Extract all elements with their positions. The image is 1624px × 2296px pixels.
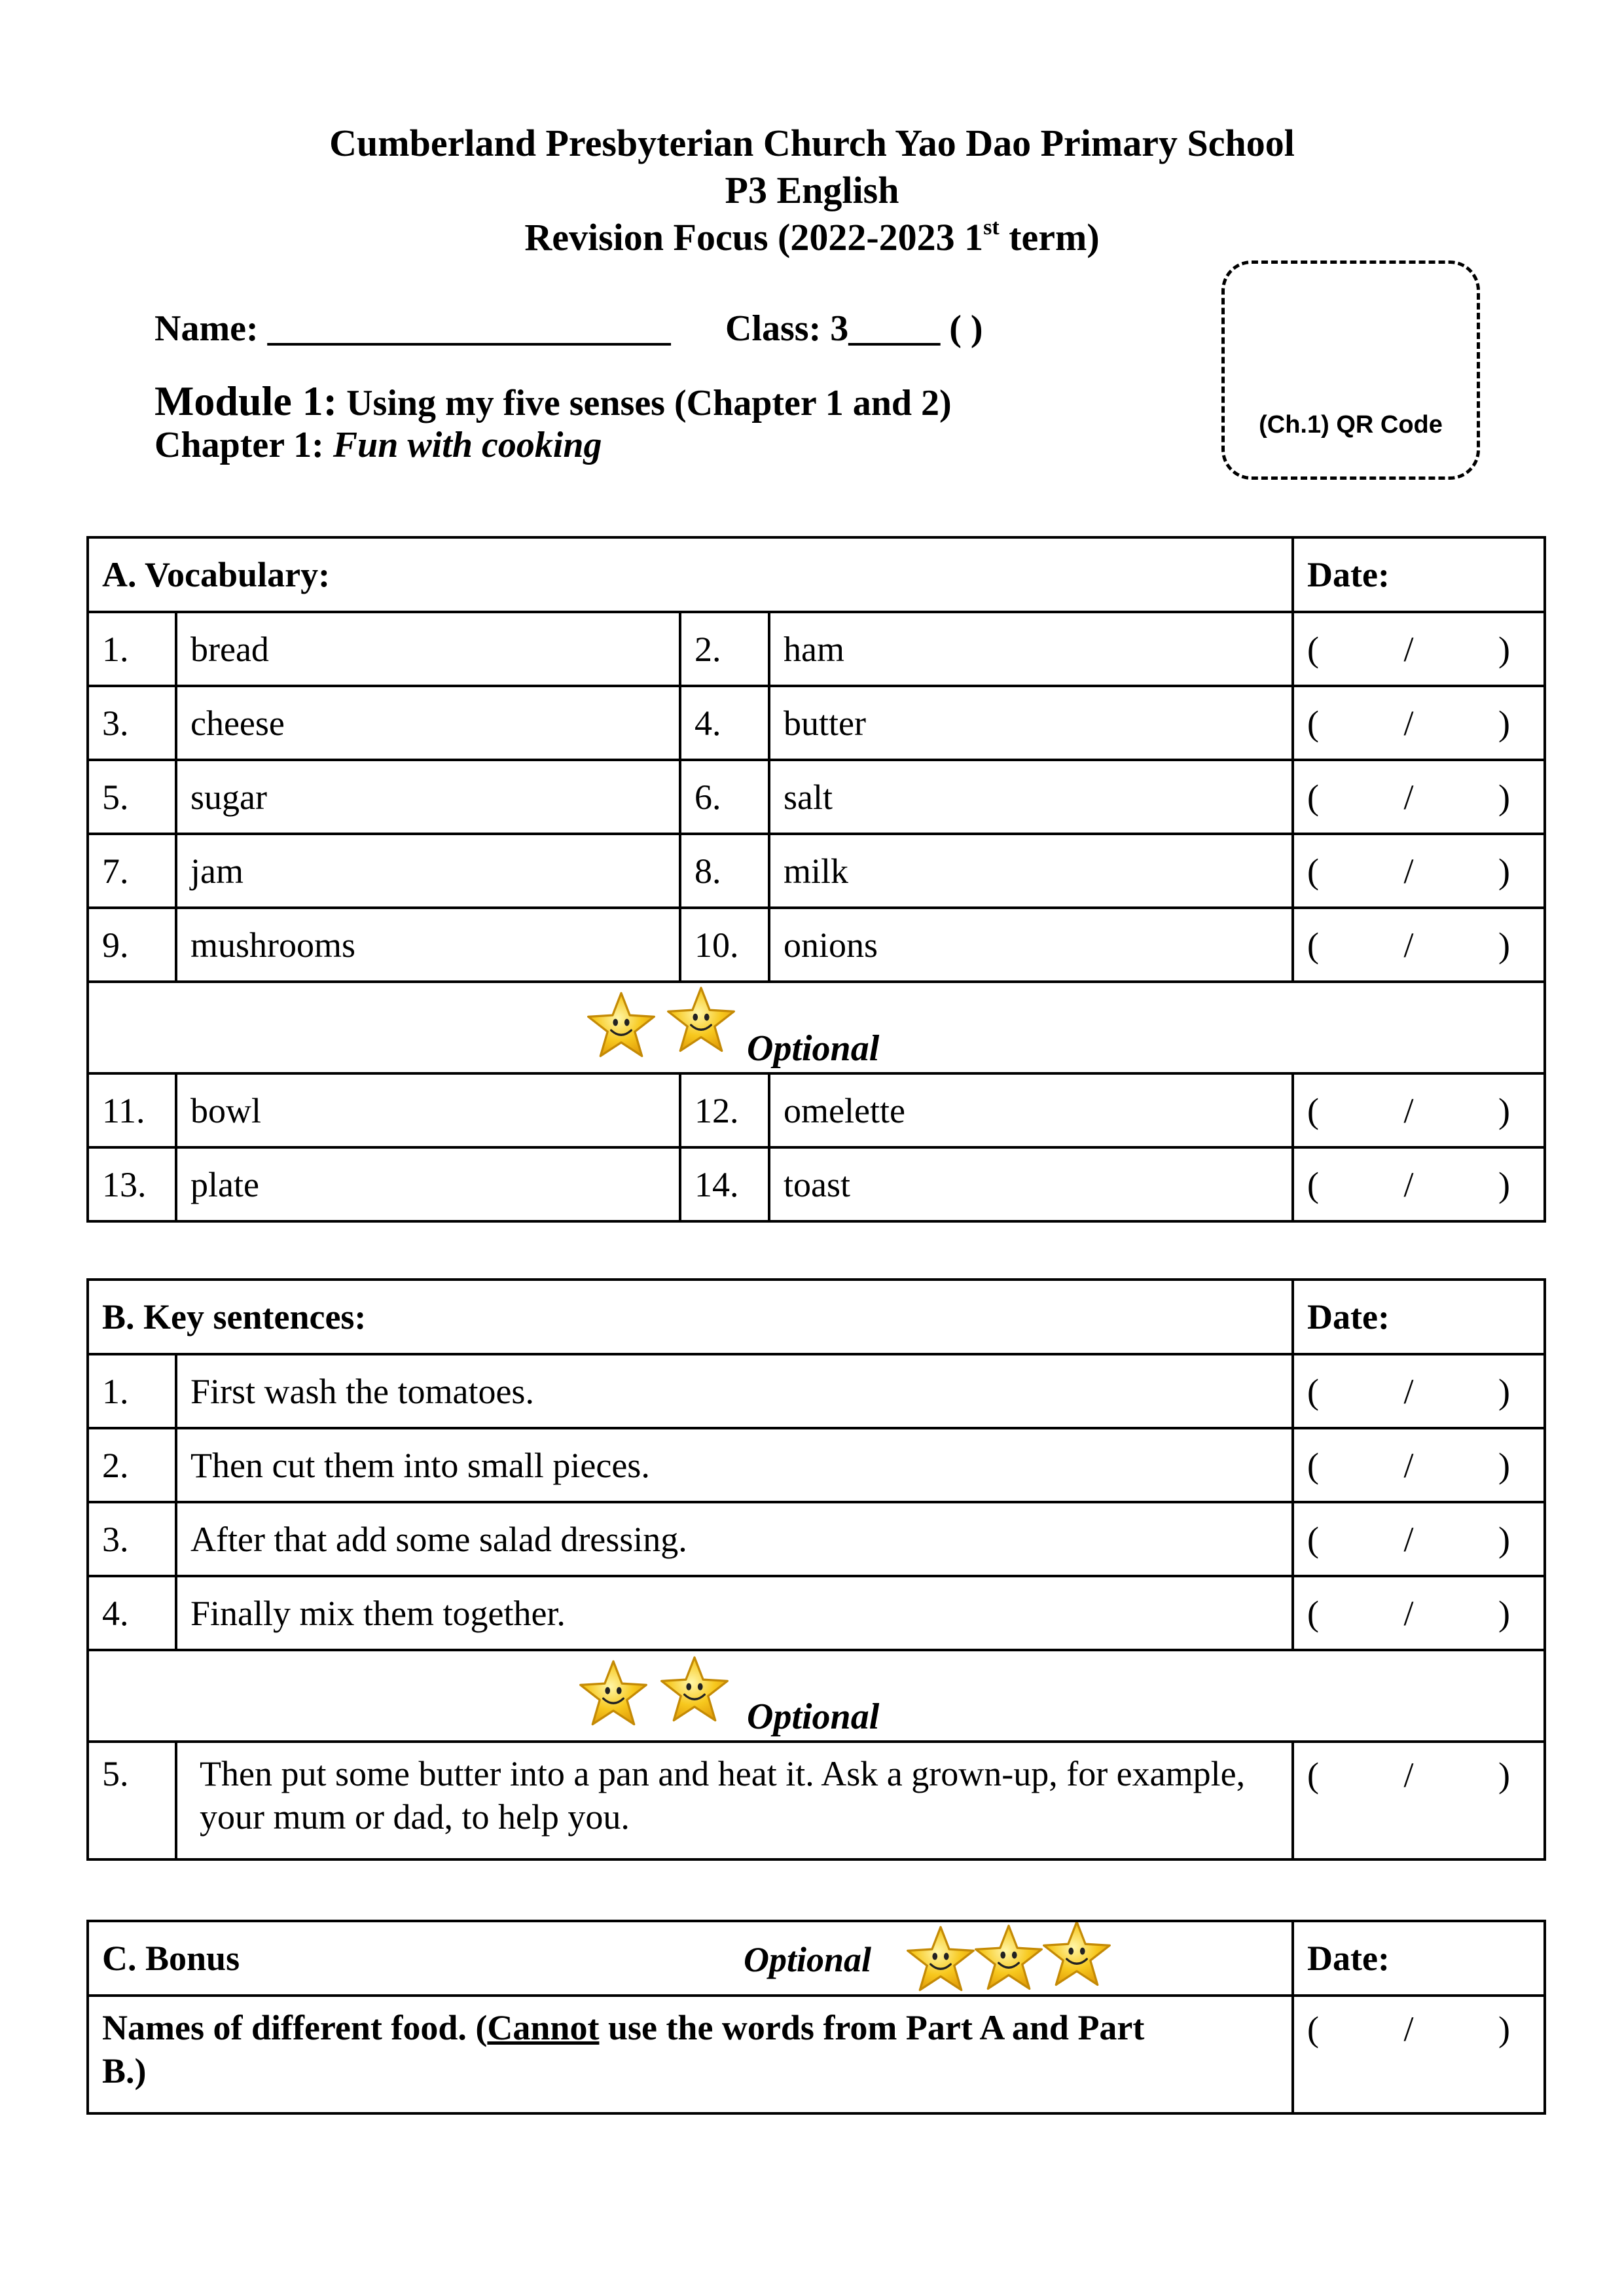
item-number: 1. — [88, 1354, 176, 1428]
date-cell[interactable]: ( / ) — [1293, 834, 1545, 908]
item-number: 12. — [680, 1073, 769, 1147]
key-sentences-table — [86, 1278, 1546, 1861]
subject-title: P3 English — [725, 169, 899, 211]
date-cell[interactable]: ( / ) — [1293, 1147, 1545, 1221]
vocabulary-title: A. Vocabulary: — [88, 537, 1293, 612]
table-row — [88, 1354, 1545, 1428]
date-cell[interactable]: ( / ) — [1293, 1502, 1545, 1576]
date-cell[interactable]: ( / ) — [1293, 686, 1545, 760]
date-cell[interactable]: ( / ) — [1293, 1742, 1545, 1859]
vocab-word: sugar — [176, 760, 680, 834]
key-sentence: Then cut them into small pieces. — [176, 1428, 1293, 1502]
item-number: 11. — [88, 1073, 176, 1147]
key-sentences-title: B. Key sentences: — [88, 1280, 1293, 1354]
date-cell[interactable]: ( / ) — [1293, 1996, 1545, 2113]
item-number: 1. — [88, 612, 176, 686]
item-number: 2. — [680, 612, 769, 686]
table-header-row — [88, 537, 1545, 612]
key-sentence: Finally mix them together. — [176, 1576, 1293, 1650]
qr-code-placeholder — [1221, 260, 1480, 480]
item-number: 2. — [88, 1428, 176, 1502]
item-number: 5. — [88, 1742, 176, 1859]
date-cell[interactable]: ( / ) — [1293, 1576, 1545, 1650]
chapter-heading: Chapter 1: Fun with cooking — [154, 425, 602, 465]
star-icon — [659, 1655, 731, 1724]
date-cell[interactable]: ( / ) — [1293, 612, 1545, 686]
item-number: 13. — [88, 1147, 176, 1221]
star-icon — [665, 986, 737, 1054]
optional-label: Optional — [744, 1940, 872, 1979]
table-row — [88, 908, 1545, 982]
optional-divider-row — [88, 1650, 1545, 1742]
star-icon — [1041, 1921, 1113, 1988]
vocab-word: salt — [769, 760, 1293, 834]
table-row — [88, 1428, 1545, 1502]
item-number: 10. — [680, 908, 769, 982]
item-number: 4. — [680, 686, 769, 760]
item-number: 4. — [88, 1576, 176, 1650]
table-row — [88, 1073, 1545, 1147]
star-icon — [905, 1925, 977, 1994]
vocab-word: butter — [769, 686, 1293, 760]
table-header-row — [88, 1280, 1545, 1354]
table-row — [88, 1147, 1545, 1221]
vocab-word: mushrooms — [176, 908, 680, 982]
star-icon — [577, 1659, 649, 1728]
item-number: 8. — [680, 834, 769, 908]
date-cell[interactable]: ( / ) — [1293, 1428, 1545, 1502]
optional-label: Optional — [747, 1696, 880, 1737]
bonus-title: C. Bonus — [102, 1939, 240, 1978]
date-cell[interactable]: ( / ) — [1293, 908, 1545, 982]
school-name: Cumberland Presbyterian Church Yao Dao Primary School — [329, 122, 1295, 164]
date-header: Date: — [1293, 1921, 1545, 1996]
vocab-word: onions — [769, 908, 1293, 982]
qr-code-label: (Ch.1) QR Code — [1259, 411, 1443, 439]
table-row — [88, 1576, 1545, 1650]
item-number: 14. — [680, 1147, 769, 1221]
key-sentence: After that add some salad dressing. — [176, 1502, 1293, 1576]
vocab-word: bowl — [176, 1073, 680, 1147]
table-row — [88, 1742, 1545, 1859]
vocab-word: plate — [176, 1147, 680, 1221]
vocab-word: ham — [769, 612, 1293, 686]
star-icon — [973, 1924, 1045, 1992]
vocabulary-table — [86, 536, 1546, 1223]
item-number: 3. — [88, 1502, 176, 1576]
module-heading: Module 1: Using my five senses (Chapter 1 and 2) — [154, 378, 952, 424]
optional-divider-row — [88, 982, 1545, 1073]
item-number: 6. — [680, 760, 769, 834]
date-cell[interactable]: ( / ) — [1293, 760, 1545, 834]
vocab-word: omelette — [769, 1073, 1293, 1147]
date-cell[interactable]: ( / ) — [1293, 1073, 1545, 1147]
table-row — [88, 612, 1545, 686]
revision-title: Revision Focus (2022-2023 1st term) — [524, 215, 1100, 259]
vocab-word: cheese — [176, 686, 680, 760]
vocab-word: toast — [769, 1147, 1293, 1221]
table-row — [88, 760, 1545, 834]
item-number: 9. — [88, 908, 176, 982]
table-row — [88, 1996, 1545, 2113]
vocab-word: jam — [176, 834, 680, 908]
table-header-row — [88, 1921, 1545, 1996]
vocab-word: bread — [176, 612, 680, 686]
vocab-word: milk — [769, 834, 1293, 908]
table-row — [88, 834, 1545, 908]
date-header: Date: — [1293, 1280, 1545, 1354]
date-cell[interactable]: ( / ) — [1293, 1354, 1545, 1428]
class-field[interactable]: Class: 3_____ ( ) — [725, 308, 983, 349]
bonus-instruction: Names of different food. (Cannot use the words from Part A and Part B.) — [88, 1996, 1293, 2113]
date-header: Date: — [1293, 537, 1545, 612]
name-field[interactable]: Name: ______________________ — [154, 308, 671, 349]
bonus-table — [86, 1920, 1546, 2115]
table-row — [88, 686, 1545, 760]
table-row — [88, 1502, 1545, 1576]
item-number: 5. — [88, 760, 176, 834]
key-sentence: First wash the tomatoes. — [176, 1354, 1293, 1428]
optional-label: Optional — [747, 1028, 880, 1069]
key-sentence: Then put some butter into a pan and heat it. Ask a grown-up, for example, your mum or dad, to help you. — [176, 1742, 1293, 1859]
item-number: 7. — [88, 834, 176, 908]
star-icon — [585, 991, 657, 1060]
item-number: 3. — [88, 686, 176, 760]
